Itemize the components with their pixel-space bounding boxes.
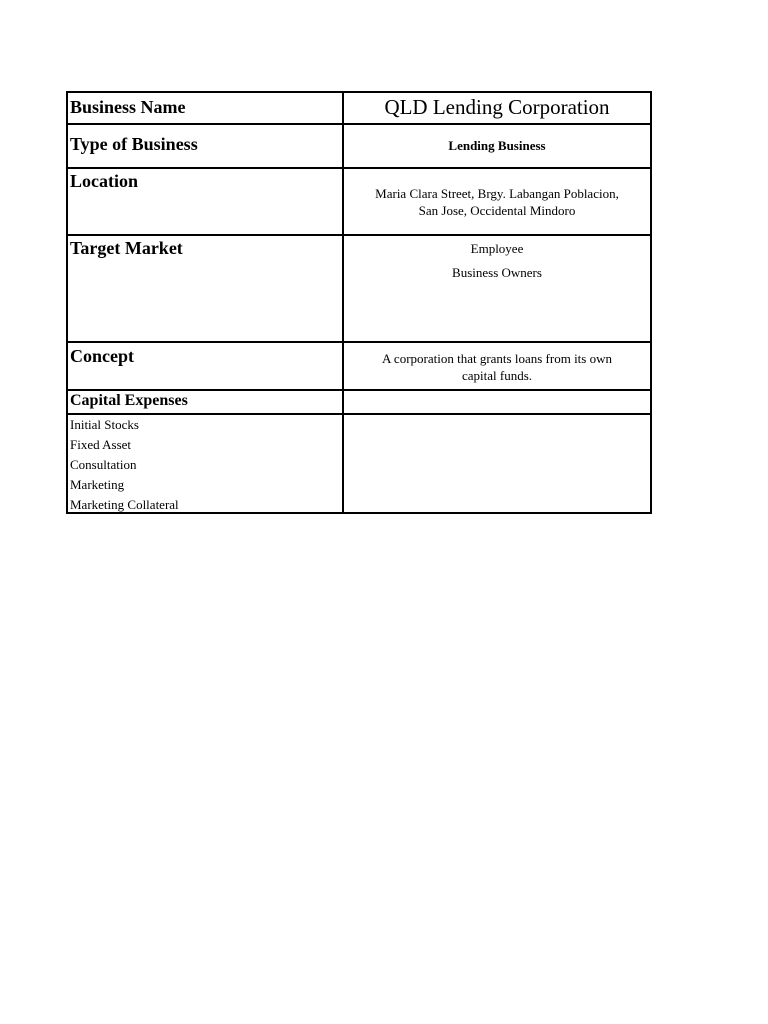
type-of-business-value: Lending Business xyxy=(448,138,546,153)
target-market-item: Business Owners xyxy=(452,265,542,280)
location-value xyxy=(344,185,650,219)
target-market-item: Employee xyxy=(470,241,524,256)
row-divider xyxy=(68,123,650,125)
type-of-business-label: Type of Business xyxy=(70,134,198,154)
list-item: Fixed Asset xyxy=(70,437,132,452)
target-market-label: Target Market xyxy=(70,238,183,258)
row-divider xyxy=(68,389,650,391)
location-label: Location xyxy=(70,171,139,191)
row-divider xyxy=(68,167,650,169)
target-market-value xyxy=(344,240,650,282)
list-item: Consultation xyxy=(70,457,137,472)
concept-value xyxy=(344,350,650,384)
business-profile-table xyxy=(66,91,652,514)
business-name-value: QLD Lending Corporation xyxy=(384,95,610,119)
list-item: Marketing Collateral xyxy=(70,497,179,512)
concept-value-line: capital funds. xyxy=(461,368,533,383)
capital-expenses-label: Capital Expenses xyxy=(70,392,188,409)
column-divider xyxy=(342,93,344,512)
capital-expense-list xyxy=(68,415,342,515)
row-divider xyxy=(68,234,650,236)
location-value-line: San Jose, Occidental Mindoro xyxy=(418,203,576,218)
concept-value-line: A corporation that grants loans from its own xyxy=(382,351,612,366)
concept-label: Concept xyxy=(70,346,134,366)
list-item: Initial Stocks xyxy=(70,417,139,432)
location-value-line: Maria Clara Street, Brgy. Labangan Poblacion, xyxy=(375,186,619,201)
list-item: Marketing xyxy=(70,477,125,492)
row-divider xyxy=(68,341,650,343)
business-name-label: Business Name xyxy=(70,97,186,117)
